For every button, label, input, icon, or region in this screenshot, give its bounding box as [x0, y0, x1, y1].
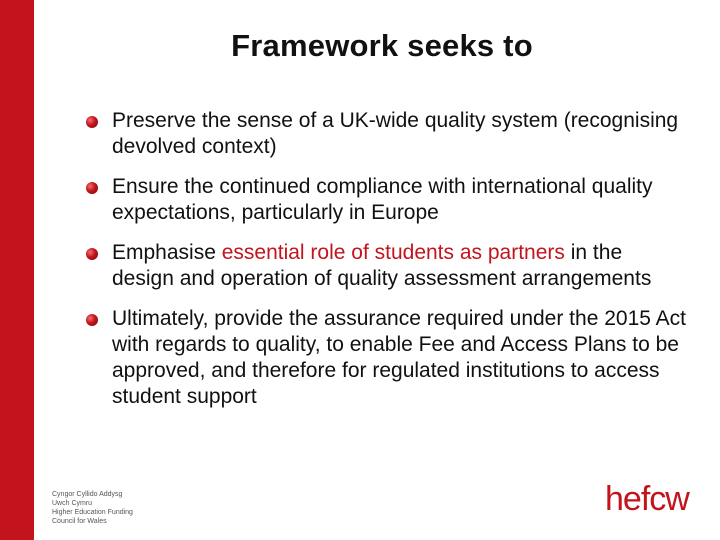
bullet-text-post: in the design and operation of quality assessment arrangements: [112, 241, 652, 290]
bullet-list: [86, 108, 686, 424]
left-accent-bar: [0, 0, 34, 540]
bullet-item: [86, 306, 686, 410]
org-line: Council for Wales: [52, 518, 107, 525]
bullet-dot-icon: [86, 314, 98, 326]
bullet-item: [86, 174, 686, 226]
org-line: Uwch Cymru: [52, 500, 93, 507]
bullet-dot-icon: [86, 182, 98, 194]
hefcw-logo: hefcw: [605, 480, 689, 518]
bullet-item: [86, 108, 686, 160]
bullet-text: Preserve the sense of a UK-wide quality system (recognising devolved context): [112, 109, 679, 158]
bullet-item: [86, 240, 686, 292]
org-line: Cyngor Cyllido Addysg: [52, 491, 123, 498]
bullet-text: Ensure the continued compliance with international quality expectations, particularly in Europe: [112, 175, 653, 224]
organisation-name: [52, 490, 133, 526]
bullet-text: Ultimately, provide the assurance required under the 2015 Act with regards to quality, to enable Fee and Access Plans to be approved, and therefore for regulated institutions to access student support: [112, 307, 686, 408]
bullet-dot-icon: [86, 116, 98, 128]
org-line: Higher Education Funding: [52, 509, 133, 516]
bullet-highlight: essential role of students as partners: [221, 241, 565, 264]
bullet-text-pre: Emphasise: [112, 241, 222, 264]
slide-title: Framework seeks to: [231, 28, 533, 63]
bullet-dot-icon: [86, 248, 98, 260]
